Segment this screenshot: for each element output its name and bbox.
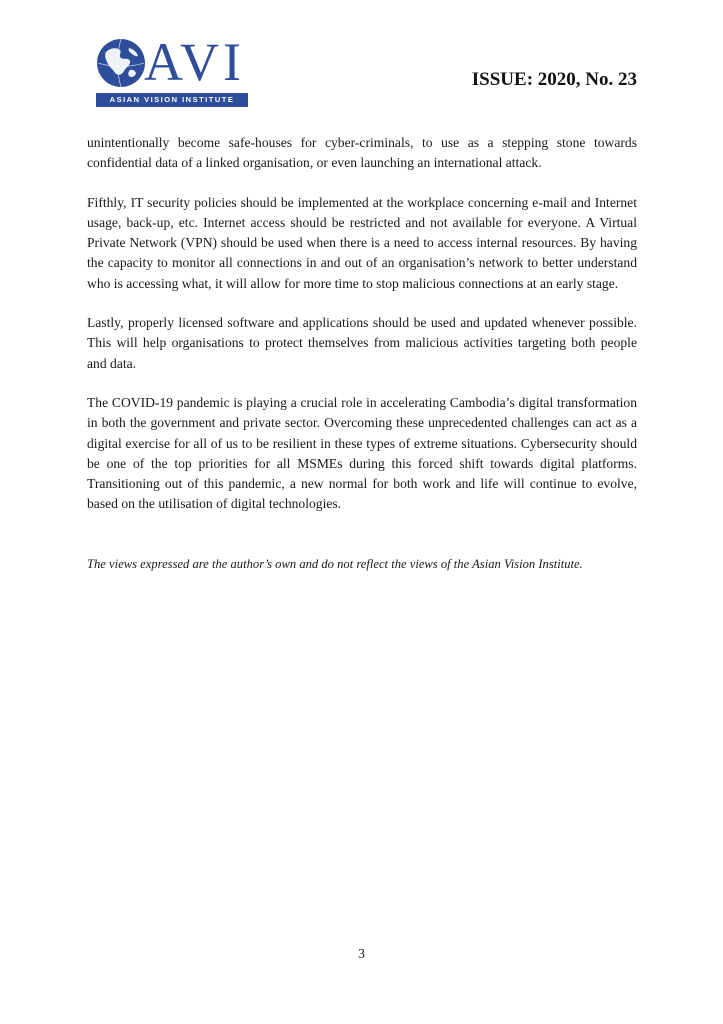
globe-icon [96,38,146,88]
paragraph: Fifthly, IT security policies should be implemented at the workplace concerning e-mail and Internet usage, back-up, etc. Internet access should be restricted and not available for everyone. A Virtual Private Network (VPN) should be used when there is a need to access internal resources. By having the capacity to monitor all connections in and out of an organisation’s network to better understand who is accessing what, it will allow for more time to stop malicious connections at an early stage. [87,194,637,291]
issue-number: ISSUE: 2020, No. 23 [471,69,637,90]
logo-wordmark: AVI [144,32,246,92]
paragraph: Lastly, properly licensed software and applications should be used and updated whenever possible. This will help organisations to protect themselves from malicious activities targeting both people and data. [87,315,637,371]
disclaimer: The views expressed are the author’s own and do not reflect the views of the Asian Vision Institute. [87,557,583,571]
page-number: 3 [358,946,365,961]
article-body [87,133,637,534]
logo-subtitle-band: ASIAN VISION INSTITUTE [96,93,248,107]
avi-logo [96,32,256,110]
paragraph: unintentionally become safe-houses for cyber-criminals, to use as a stepping stone towards confidential data of a linked organisation, or even launching an international attack. [87,135,637,171]
paragraph: The COVID-19 pandemic is playing a crucial role in accelerating Cambodia’s digital transformation in both the government and private sector. Overcoming these unprecedented challenges can act as a digital exercise for all of us to be resilient in these types of extreme situations. Cybersecurity should be one of the top priorities for all MSMEs during this forced shift towards digital platforms. Transitioning out of this pandemic, a new normal for both work and life will continue to evolve, based on the utilisation of digital technologies. [87,394,637,512]
